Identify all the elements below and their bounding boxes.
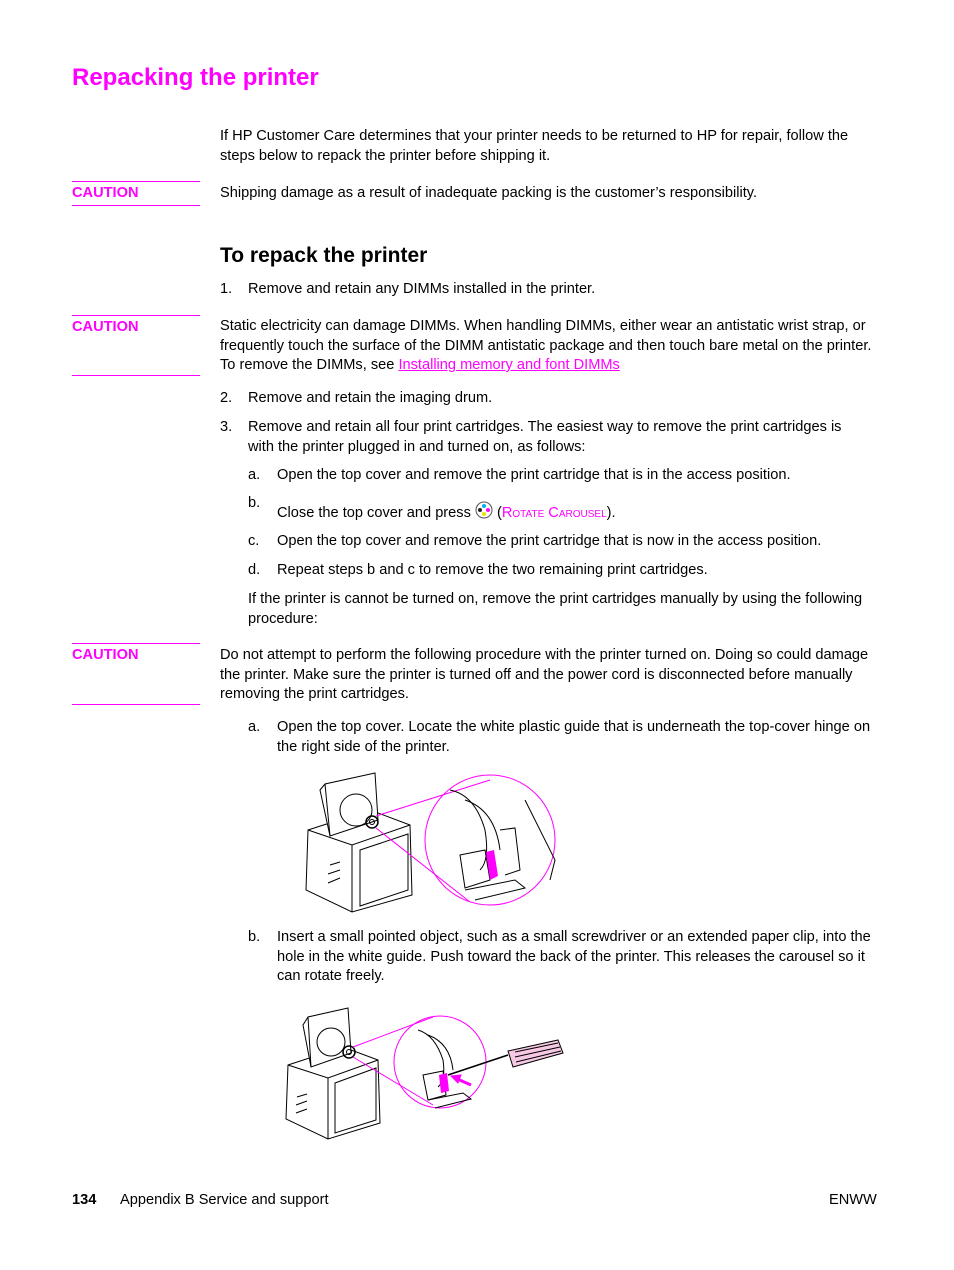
substep-c-number: c. <box>248 533 260 549</box>
substep-a-number: a. <box>248 467 261 483</box>
caution-rule-2 <box>72 375 200 376</box>
substep-d-text: Repeat steps b and c to remove the two remaining print cartridges. <box>277 562 708 578</box>
substep-b-number: b. <box>248 495 261 511</box>
caution-label-2: CAUTION <box>72 315 200 335</box>
section-heading: To repack the printer <box>220 244 428 267</box>
caution-label-3: CAUTION <box>72 643 200 663</box>
manual-intro: If the printer is cannot be turned on, remove the print cartridges manually by using the following procedure: <box>248 591 863 627</box>
rotate-carousel-icon <box>475 501 493 519</box>
substep-b-text <box>277 500 887 526</box>
step-2-number: 2. <box>220 390 233 406</box>
substep-d-number: d. <box>248 562 261 578</box>
manual-a-number: a. <box>248 719 261 735</box>
page-title: Repacking the printer <box>72 64 319 91</box>
substep-b-pre: Close the top cover and press <box>277 505 475 521</box>
footer-section: Appendix B Service and support <box>120 1192 329 1208</box>
caution-text-3: Do not attempt to perform the following procedure with the printer turned on. Doing so could damage the printer. Make sure the printer is turned off and the power cord is disconnected before manually removing the print cartridges. <box>220 647 869 702</box>
manual-b-number: b. <box>248 929 261 945</box>
step-1-number: 1. <box>220 281 233 297</box>
screwdriver-illustration <box>283 1005 573 1145</box>
caution-text-2-body: Static electricity can damage DIMMs. When handling DIMMs, either wear an antistatic wrist strap, or frequently touch the surface of the DIMM antistatic package and then touch bare metal on the printer. To remove the DIMMs, see <box>220 318 872 373</box>
caution-text-1: Shipping damage as a result of inadequate packing is the customer’s responsibility. <box>220 185 758 201</box>
rotate-carousel-label: Rotate Carousel <box>501 505 607 521</box>
step-3-text: Remove and retain all four print cartridges. The easiest way to remove the print cartridges is with the printer plugged in and turned on, as follows: <box>248 419 842 455</box>
caution-rule-1 <box>72 205 200 206</box>
intro-paragraph: If HP Customer Care determines that your printer needs to be returned to HP for repair, follow the steps below to repack the printer before shipping it. <box>220 128 849 164</box>
manual-a-text: Open the top cover. Locate the white plastic guide that is underneath the top-cover hinge on the right side of the printer. <box>277 719 871 755</box>
footer-page-number: 134 <box>72 1192 97 1208</box>
substep-c-text: Open the top cover and remove the print cartridge that is now in the access position. <box>277 533 822 549</box>
step-3-number: 3. <box>220 419 233 435</box>
footer-right: ENWW <box>829 1192 877 1208</box>
caution-rule-3 <box>72 704 200 705</box>
step-2-text: Remove and retain the imaging drum. <box>248 390 493 406</box>
substep-b-open: ( <box>492 505 502 521</box>
printer-open-illustration <box>300 770 560 915</box>
step-1-text: Remove and retain any DIMMs installed in the printer. <box>248 281 596 297</box>
substep-b-close: ). <box>606 505 616 521</box>
caution-label-1: CAUTION <box>72 181 200 201</box>
dimm-link[interactable]: Installing memory and font DIMMs <box>398 357 620 373</box>
substep-a-text: Open the top cover and remove the print cartridge that is in the access position. <box>277 467 791 483</box>
manual-b-text: Insert a small pointed object, such as a small screwdriver or an extended paper clip, into the hole in the white guide. Push toward the back of the printer. This releases the carousel so it can rotate freely. <box>277 929 871 984</box>
caution-text-2 <box>220 317 885 376</box>
